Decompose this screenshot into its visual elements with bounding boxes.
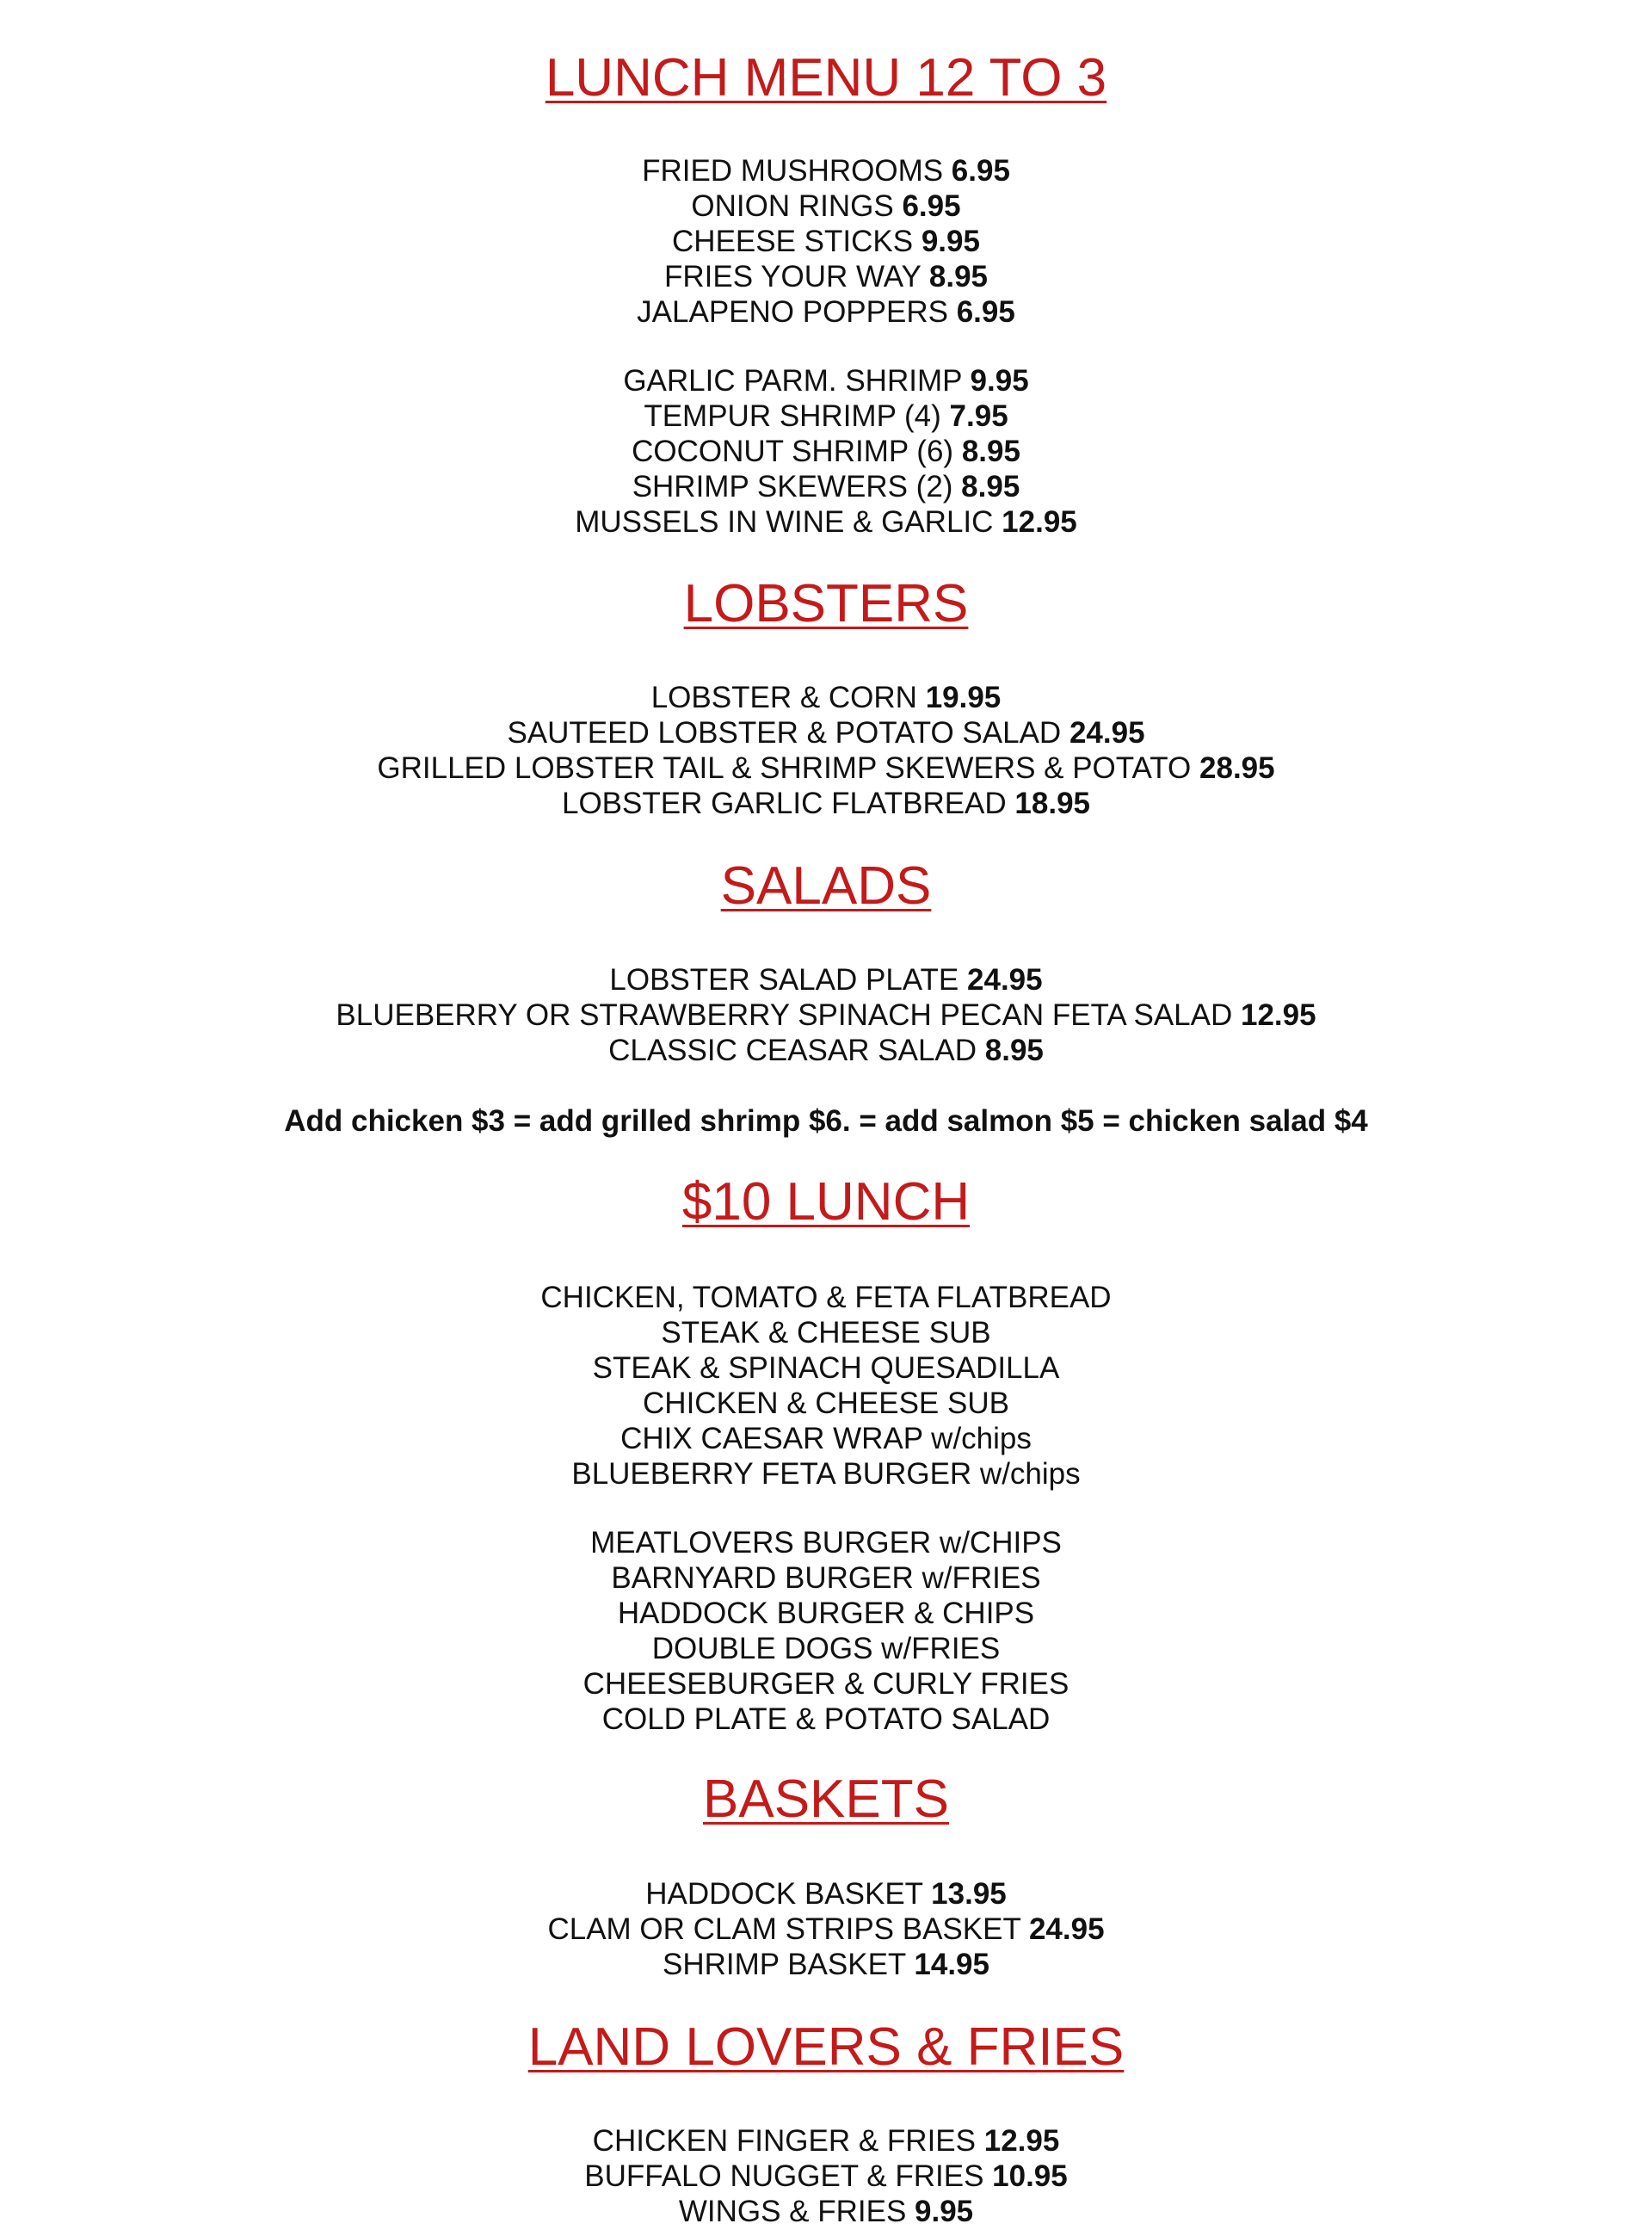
menu-item-price: 8.95	[928, 260, 989, 293]
section-title-lobsters: LOBSTERS	[683, 574, 969, 633]
menu-item-name: SHRIMP SKEWERS (2)	[632, 470, 953, 503]
menu-item-price: 9.95	[915, 2195, 974, 2228]
menu-item-name: CHICKEN FINGER & FRIES	[592, 2124, 976, 2158]
menu-item-name: COCONUT SHRIMP (6)	[632, 435, 954, 468]
menu-item: STEAK & SPINACH QUESADILLA	[592, 1351, 1060, 1385]
menu-item	[0, 153, 1652, 188]
menu-item-price: 28.95	[1199, 751, 1275, 785]
menu-item-price: 8.95	[984, 1034, 1044, 1067]
menu-item	[0, 750, 1652, 786]
menu-item-price: 12.95	[1002, 505, 1077, 539]
menu-item	[0, 715, 1652, 750]
menu-item-price: 18.95	[1014, 787, 1091, 820]
menu-item	[0, 786, 1652, 821]
menu-item-name: BUFFALO NUGGET & FRIES	[584, 2159, 984, 2193]
section-title-ten-lunch: $10 LUNCH	[681, 1172, 971, 1232]
menu-item-price: 12.95	[983, 2124, 1060, 2158]
menu-item: CHEESEBURGER & CURLY FRIES	[583, 1667, 1069, 1701]
menu-item	[0, 1947, 1652, 1982]
menu-item-name: LOBSTER GARLIC FLATBREAD	[561, 787, 1007, 820]
menu-item: DOUBLE DOGS w/FRIES	[651, 1632, 1001, 1665]
baskets-list	[0, 1876, 1652, 1982]
menu-item-name: LOBSTER & CORN	[650, 681, 917, 714]
menu-item-name: CLASSIC CEASAR SALAD	[608, 1034, 977, 1067]
menu-item	[0, 504, 1652, 540]
menu-item-price: 7.95	[949, 399, 1008, 433]
menu-item-name: FRIES YOUR WAY	[663, 260, 922, 293]
menu-item-price: 24.95	[967, 963, 1043, 997]
menu-item-name: MUSSELS IN WINE & GARLIC	[575, 505, 994, 539]
menu-item-name: HADDOCK BASKET	[645, 1877, 923, 1911]
menu-item-price: 19.95	[925, 681, 1002, 714]
menu-item: CHIX CAESAR WRAP w/chips	[620, 1422, 1032, 1455]
ten-lunch-list-b	[0, 1525, 1652, 1737]
menu-item-price: 13.95	[931, 1877, 1007, 1911]
land-lovers-list	[0, 2123, 1652, 2229]
appetizers-list-a	[0, 153, 1652, 330]
menu-item: HADDOCK BURGER & CHIPS	[617, 1597, 1035, 1630]
menu-item: STEAK & CHEESE SUB	[661, 1316, 991, 1350]
menu-item-price: 6.95	[951, 154, 1010, 188]
menu-item-price: 9.95	[970, 364, 1029, 398]
section-title-baskets: BASKETS	[703, 1770, 949, 1829]
menu-item-price: 8.95	[961, 435, 1020, 468]
menu-item: MEATLOVERS BURGER w/CHIPS	[590, 1526, 1062, 1560]
menu-item: CHICKEN & CHEESE SUB	[643, 1387, 1009, 1420]
menu-item	[0, 363, 1652, 398]
menu-item	[0, 998, 1652, 1033]
menu-item-price: 9.95	[921, 225, 980, 258]
menu-item-name: LOBSTER SALAD PLATE	[609, 963, 959, 997]
menu-item-name: TEMPUR SHRIMP (4)	[644, 399, 941, 433]
menu-item-price: 12.95	[1241, 998, 1316, 1032]
menu-item: BLUEBERRY FETA BURGER w/chips	[571, 1457, 1081, 1491]
menu-item-name: CHEESE STICKS	[672, 225, 914, 258]
ten-lunch-list-a	[0, 1280, 1652, 1492]
menu-item: BARNYARD BURGER w/FRIES	[611, 1561, 1041, 1595]
menu-item	[0, 1876, 1652, 1912]
menu-item-name: SHRIMP BASKET	[662, 1948, 906, 1981]
menu-item	[0, 259, 1652, 294]
menu-item	[0, 1033, 1652, 1068]
menu-item-price: 8.95	[961, 470, 1020, 503]
menu-item-name: WINGS & FRIES	[678, 2195, 907, 2228]
menu-item	[0, 188, 1652, 224]
salad-addons-note: Add chicken $3 = add grilled shrimp $6. = add salmon $5 = chicken salad $4	[284, 1104, 1368, 1138]
section-title-salads: SALADS	[720, 856, 932, 916]
menu-item-name: JALAPENO POPPERS	[637, 295, 948, 329]
menu-item: CHICKEN, TOMATO & FETA FLATBREAD	[540, 1281, 1112, 1314]
lobsters-list	[0, 680, 1652, 821]
menu-item-name: ONION RINGS	[691, 189, 894, 223]
menu-item-name: FRIED MUSHROOMS	[642, 154, 944, 188]
section-title-land-lovers: LAND LOVERS & FRIES	[527, 2017, 1125, 2077]
menu-item	[0, 680, 1652, 715]
menu-item	[0, 294, 1652, 330]
menu-item-price: 24.95	[1028, 1912, 1105, 1946]
menu-item	[0, 469, 1652, 504]
menu-item-price: 6.95	[956, 295, 1015, 329]
menu-item-name: GARLIC PARM. SHRIMP	[623, 364, 962, 398]
menu-item	[0, 224, 1652, 259]
menu-item-price: 6.95	[902, 189, 961, 223]
menu-item: COLD PLATE & POTATO SALAD	[601, 1702, 1051, 1736]
menu-item	[0, 962, 1652, 998]
page-title: LUNCH MENU 12 TO 3	[545, 48, 1107, 108]
menu-item-name: GRILLED LOBSTER TAIL & SHRIMP SKEWERS & POTATO	[377, 751, 1192, 785]
menu-item	[0, 2123, 1652, 2159]
menu-item	[0, 2194, 1652, 2229]
menu-item-price: 10.95	[992, 2159, 1068, 2193]
menu-item-price: 14.95	[914, 1948, 989, 1981]
menu-item	[0, 1912, 1652, 1947]
appetizers-list-b	[0, 363, 1652, 540]
menu-item-price: 24.95	[1069, 716, 1145, 750]
menu-item	[0, 434, 1652, 469]
menu-item-name: SAUTEED LOBSTER & POTATO SALAD	[507, 716, 1062, 750]
menu-item-name: CLAM OR CLAM STRIPS BASKET	[547, 1912, 1021, 1946]
menu-item-name: BLUEBERRY OR STRAWBERRY SPINACH PECAN FETA SALAD	[336, 998, 1233, 1032]
menu-item	[0, 398, 1652, 434]
menu-item	[0, 2159, 1652, 2194]
salads-list	[0, 962, 1652, 1068]
